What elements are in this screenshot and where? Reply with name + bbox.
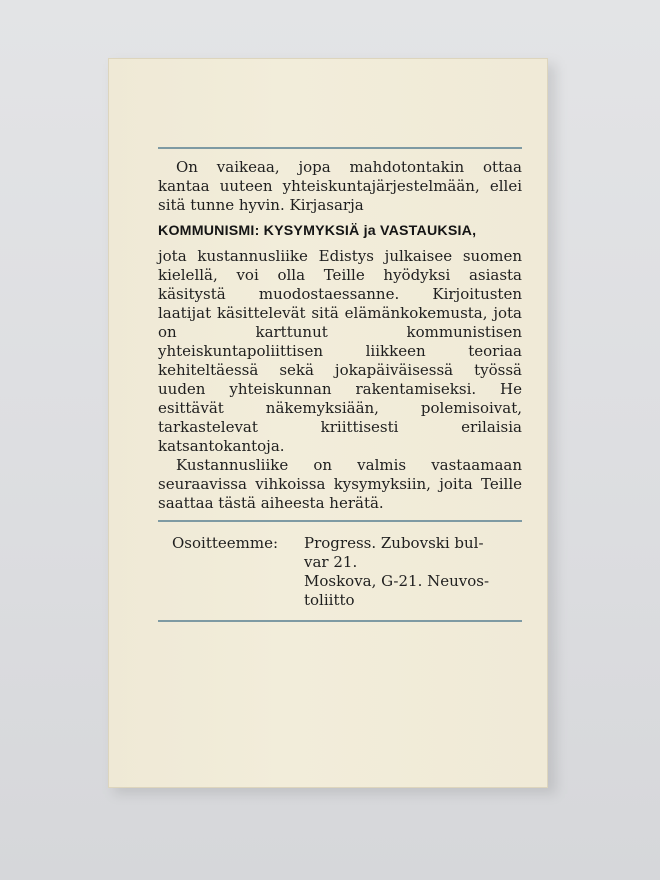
- bottom-divider: [158, 620, 522, 622]
- description-paragraph: jota kustannusliike Edistys julkaisee suomen kielellä, voi olla Teille hyödyksi asiasta käsitystä muodostaessanne. Kirjoitusten laatijat käsittelevät sitä elämänkokemusta, jota on karttunut kommunistisen yhteiskuntapoliittisen liikkeen teoriaa kehiteltäessä sekä jokapäiväisessä työssä uuden yhteiskunnan rakentamiseksi. He esittävät näkemyksiään, polemisoivat, tarkastelevat kriittisesti erilaisia katsantokantoja.: [158, 247, 522, 455]
- address-line: Progress. Zubovski bul-: [304, 534, 484, 552]
- address-line: var 21.: [304, 553, 358, 571]
- address-block: [172, 534, 532, 610]
- address-line: toliitto: [304, 591, 355, 609]
- middle-divider: [158, 520, 522, 522]
- address-line: Moskova, G-21. Neuvos-: [304, 572, 490, 590]
- book-back-cover: [108, 58, 548, 788]
- closing-paragraph: Kustannusliike on valmis vastaamaan seuraavissa vihkoissa kysymyksiin, joita Teille saattaa tästä aiheesta herätä.: [158, 456, 522, 512]
- top-divider: [158, 147, 522, 149]
- intro-paragraph: On vaikeaa, jopa mahdotontakin ottaa kantaa uuteen yhteiskuntajärjestelmään, ellei sitä tunne hyvin. Kirjasarja: [158, 158, 522, 214]
- address-label: Osoitteemme:: [172, 534, 279, 552]
- blurb-text: [158, 158, 522, 513]
- address-lines: [304, 534, 532, 610]
- series-title: KOMMUNISMI: KYSYMYKSIÄ ja VASTAUKSIA,: [158, 223, 477, 239]
